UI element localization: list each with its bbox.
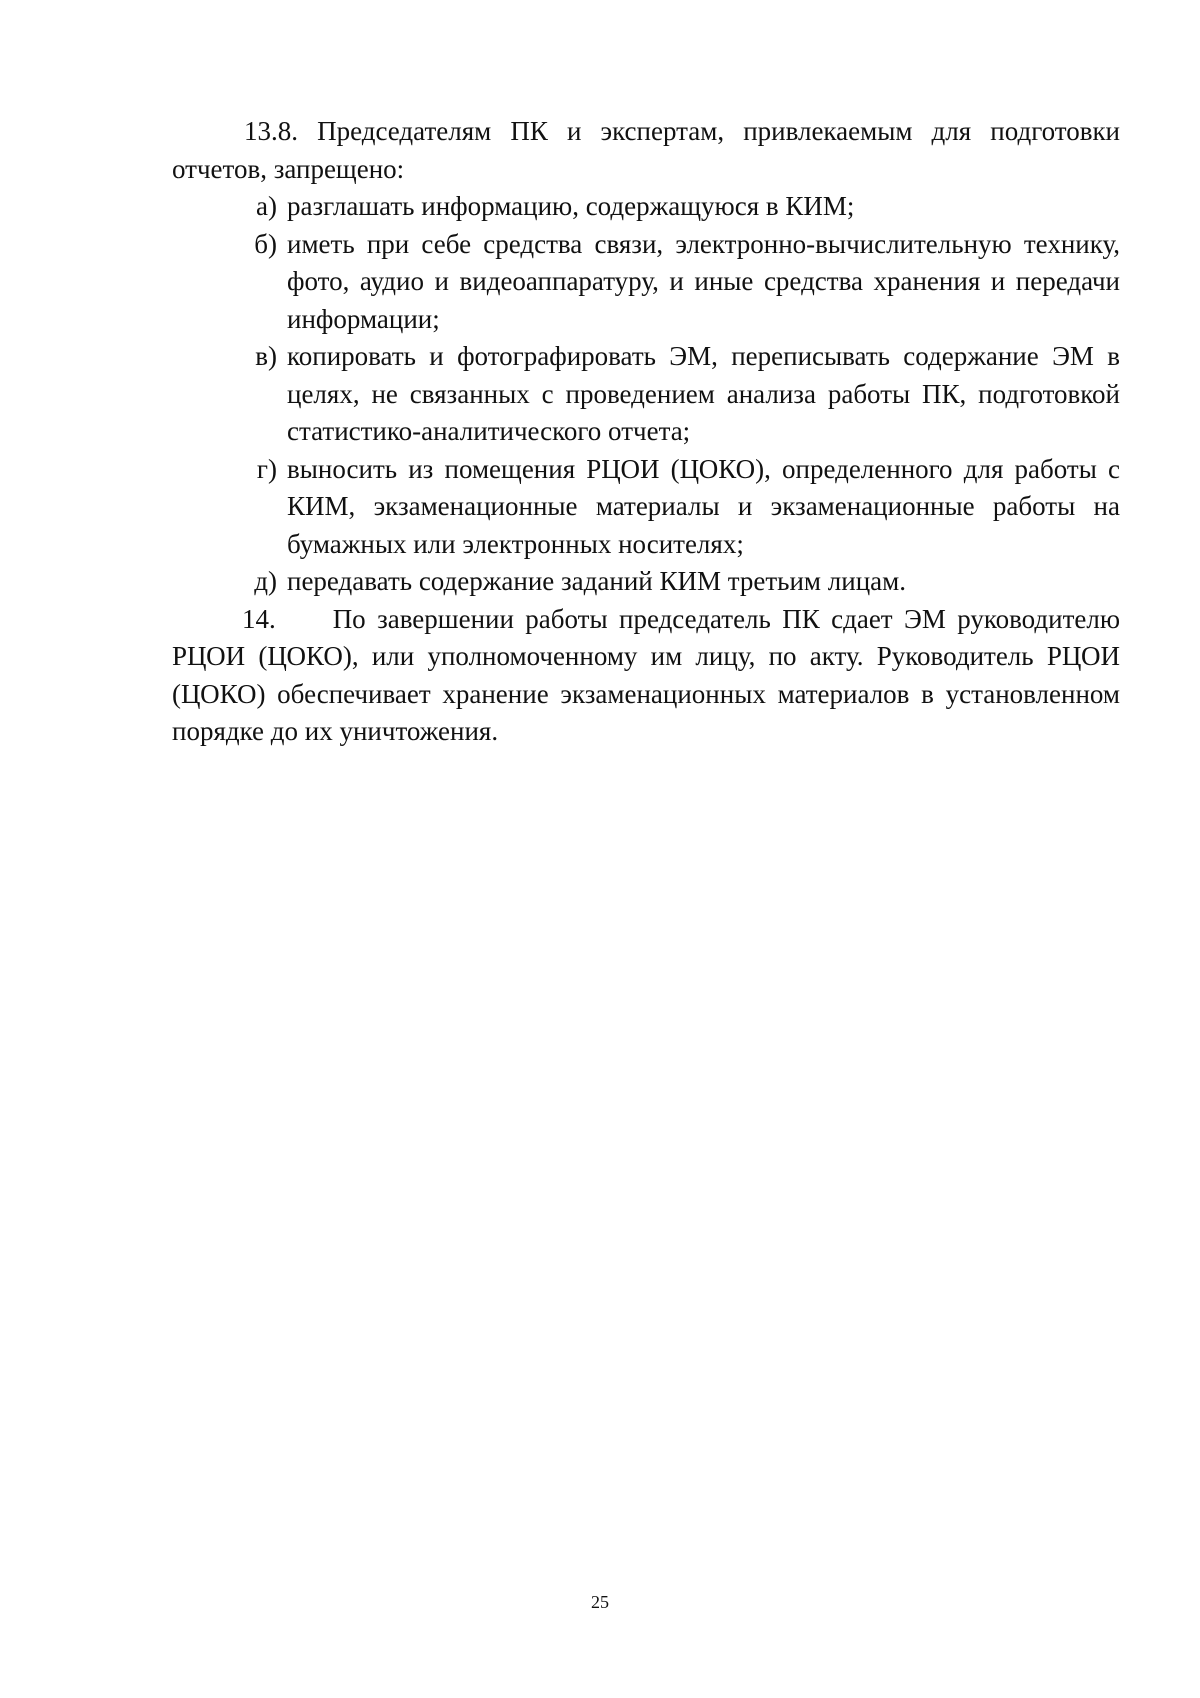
list-item-g (172, 451, 1120, 564)
list-item-a (172, 188, 1120, 226)
paragraph-text: По завершении работы председатель ПК сдает ЭМ руководителю РЦОИ (ЦОКО), или уполномоченному им лицу, по акту. Руководитель РЦОИ (ЦОКО) обеспечивает хранение экзаменационных материалов в установленном порядке до их уничтожения. (172, 603, 1121, 746)
list-item-b (172, 226, 1120, 339)
paragraph-text: Председателям ПК и экспертам, привлекаемым для подготовки отчетов, запрещено: (172, 116, 1121, 184)
list-item-text: копировать и фотографировать ЭМ, переписывать содержание ЭМ в целях, не связанных с проведением анализа работы ПК, подготовкой статистико-аналитического отчета; (287, 341, 1120, 446)
list-item-v (172, 338, 1120, 451)
document-body (172, 113, 1120, 751)
paragraph-number: 14. (242, 603, 276, 634)
list-marker: г) (256, 453, 277, 484)
list-marker: б) (254, 228, 277, 259)
list-item-text: передавать содержание заданий КИМ третьим лицам. (287, 566, 906, 596)
paragraph-13-8 (172, 113, 1120, 188)
list-marker: д) (254, 566, 277, 596)
list-item-text: иметь при себе средства связи, электронно-вычислительную технику, фото, аудио и видеоаппаратуру, и иные средства хранения и передачи информации; (287, 228, 1120, 334)
list-marker: а) (256, 191, 277, 221)
list-item-text: разглашать информацию, содержащуюся в КИМ; (287, 191, 855, 221)
list-marker: в) (255, 341, 277, 371)
list-item-text: выносить из помещения РЦОИ (ЦОКО), определенного для работы с КИМ, экзаменационные материалы и экзаменационные работы на бумажных или электронных носителях; (287, 453, 1120, 559)
page-number: 25 (591, 1592, 609, 1612)
list-item-d (172, 563, 1120, 601)
paragraph-14 (172, 601, 1120, 751)
paragraph-number: 13.8. (244, 116, 298, 146)
